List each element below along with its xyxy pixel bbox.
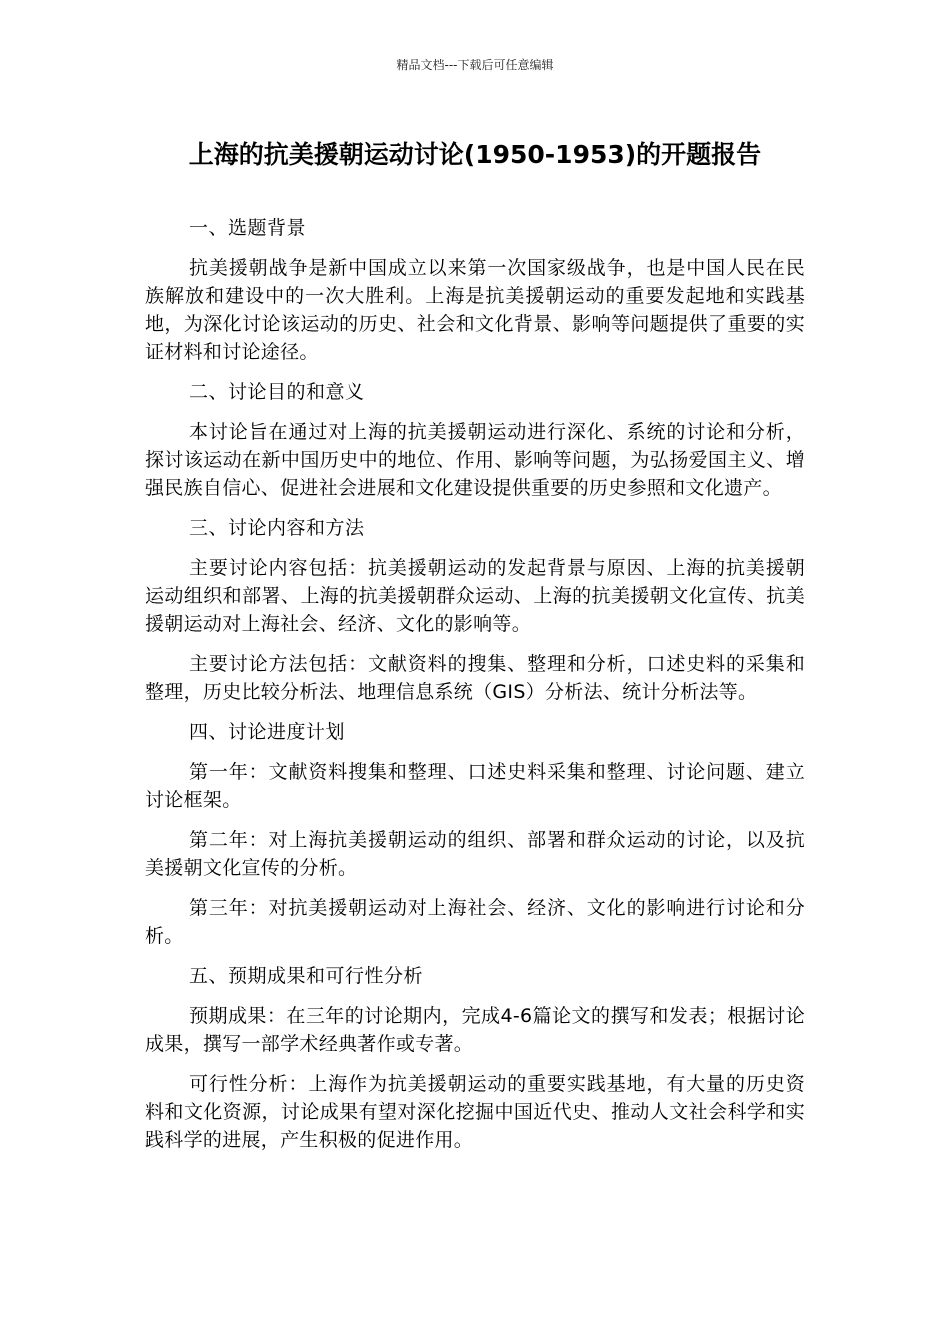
paragraph: 预期成果：在三年的讨论期内，完成4-6篇论文的撰写和发表；根据讨论成果，撰写一部学术经典著作或专著。: [145, 1005, 805, 1055]
section-heading: 一、选题背景: [189, 217, 307, 239]
paragraph: 主要讨论内容包括：抗美援朝运动的发起背景与原因、上海的抗美援朝运动组织和部署、上海的抗美援朝群众运动、上海的抗美援朝文化宣传、抗美援朝运动对上海社会、经济、文化的影响等。: [145, 557, 805, 635]
paragraph: 第二年：对上海抗美援朝运动的组织、部署和群众运动的讨论，以及抗美援朝文化宣传的分析。: [145, 829, 805, 879]
paragraph: 第三年：对抗美援朝运动对上海社会、经济、文化的影响进行讨论和分析。: [145, 897, 805, 947]
section-heading: 四、讨论进度计划: [189, 721, 346, 743]
section-heading: 五、预期成果和可行性分析: [189, 965, 424, 987]
section-schedule: [145, 718, 805, 950]
section-content-methods: [145, 514, 805, 706]
section-expected-results: [145, 962, 805, 1154]
section-heading: 三、讨论内容和方法: [189, 517, 365, 539]
header-note: 精品文档---下载后可任意编辑: [396, 58, 554, 72]
paragraph: 本讨论旨在通过对上海的抗美援朝运动进行深化、系统的讨论和分析，探讨该运动在新中国历史中的地位、作用、影响等问题，为弘扬爱国主义、增强民族自信心、促进社会进展和文化建设提供重要的历史参照和文化遗产。: [145, 421, 805, 499]
document-title: 上海的抗美援朝运动讨论(1950-1953)的开题报告: [188, 140, 762, 169]
document-body: [145, 214, 805, 1166]
paragraph: 第一年：文献资料搜集和整理、口述史料采集和整理、讨论问题、建立讨论框架。: [145, 761, 805, 811]
paragraph: 抗美援朝战争是新中国成立以来第一次国家级战争，也是中国人民在民族解放和建设中的一次大胜利。上海是抗美援朝运动的重要发起地和实践基地，为深化讨论该运动的历史、社会和文化背景、影响等问题提供了重要的实证材料和讨论途径。: [145, 257, 805, 363]
paragraph: 主要讨论方法包括：文献资料的搜集、整理和分析，口述史料的采集和整理，历史比较分析法、地理信息系统（GIS）分析法、统计分析法等。: [145, 653, 805, 703]
section-purpose: [145, 378, 805, 502]
paragraph: 可行性分析：上海作为抗美援朝运动的重要实践基地，有大量的历史资料和文化资源，讨论成果有望对深化挖掘中国近代史、推动人文社会科学和实践科学的进展，产生积极的促进作用。: [145, 1073, 805, 1151]
section-background: [145, 214, 805, 366]
section-heading: 二、讨论目的和意义: [189, 381, 365, 403]
